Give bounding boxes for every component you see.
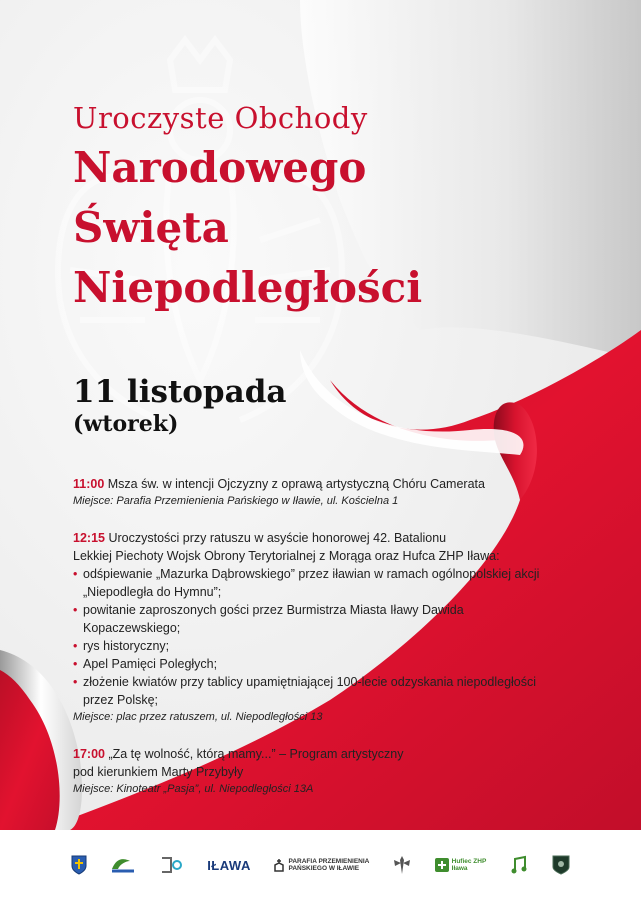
event-weekday: (wtorek): [73, 411, 179, 437]
church-icon: [273, 858, 285, 872]
zhp-cross-icon: [435, 858, 449, 872]
title-subheading: Uroczyste Obchody: [73, 101, 368, 135]
parafia-logo: [273, 858, 369, 872]
ilawa-logo: [207, 858, 251, 873]
hufiec-zhp-logo: [435, 858, 487, 872]
list-item: • powitanie zaproszonych gości przez Burmistrza Miasta Iławy Dawida Kopaczewskiego;: [73, 601, 543, 637]
event-item: [73, 529, 543, 725]
event-description: Uroczystości przy ratuszu w asyście honorowej 42. Batalionu: [104, 531, 447, 545]
list-item: • Apel Pamięci Poległych;: [73, 655, 543, 673]
heading: [73, 100, 422, 316]
title-line-narodowego: Narodowego: [73, 143, 367, 192]
music-logo-icon: [509, 855, 529, 875]
ilawa-coat-of-arms-icon: [71, 855, 87, 875]
military-eagle-icon: [392, 854, 412, 876]
city-logo-icon: [110, 855, 136, 875]
museum-logo-icon: [159, 855, 185, 875]
event-item: [73, 745, 543, 797]
program: [73, 475, 543, 817]
hufiec-logo-line1: Hufiec ZHP: [451, 858, 487, 865]
list-item: • rys historyczny;: [73, 637, 543, 655]
event-place: Miejsce: plac przez ratuszem, ul. Niepodległości 13: [73, 711, 323, 723]
list-item: • odśpiewanie „Mazurka Dąbrowskiego” przez iławian w ramach ogólnopolskiej akcji „Niepodległa do Hymnu”;: [73, 565, 543, 601]
title-line-swieta: Święta: [73, 203, 229, 252]
event-time: 17:00: [73, 747, 105, 761]
ilawa-logo-text: IŁAWA: [207, 857, 251, 873]
list-item: • złożenie kwiatów przy tablicy upamiętniającej 100-lecie odzyskania niepodległości przez Polskę;: [73, 673, 543, 709]
event-description-cont: pod kierunkiem Marty Przybyły: [73, 765, 244, 779]
battalion-badge-icon: [552, 855, 570, 875]
sponsor-logos: [0, 830, 641, 900]
event-time: 11:00: [73, 477, 105, 491]
event-time: 12:15: [73, 531, 105, 545]
event-item: [73, 475, 543, 509]
hufiec-logo-line2: Iława: [451, 865, 468, 872]
event-bullet-list: [73, 565, 543, 709]
event-place: Miejsce: Kinoteatr „Pasja”, ul. Niepodległości 13A: [73, 783, 314, 795]
event-description: Msza św. w intencji Ojczyzny z oprawą artystyczną Chóru Camerata: [104, 477, 485, 491]
event-place: Miejsce: Parafia Przemienienia Pańskiego w Iławie, ul. Kościelna 1: [73, 495, 399, 507]
title-line-niepodleglosci: Niepodległości: [73, 263, 423, 312]
event-description-cont: Lekkiej Piechoty Wojsk Obrony Terytorialnej z Morąga oraz Hufca ZHP Iława:: [73, 549, 500, 563]
parafia-logo-line1: PARAFIA PRZEMIENIENIA: [288, 858, 370, 865]
date-block: [73, 374, 286, 438]
parafia-logo-line2: PAŃSKIEGO W IŁAWIE: [288, 865, 360, 872]
event-description: „Za tę wolność, którą mamy...” – Program artystyczny: [104, 747, 404, 761]
event-date: 11 listopada: [73, 374, 287, 410]
